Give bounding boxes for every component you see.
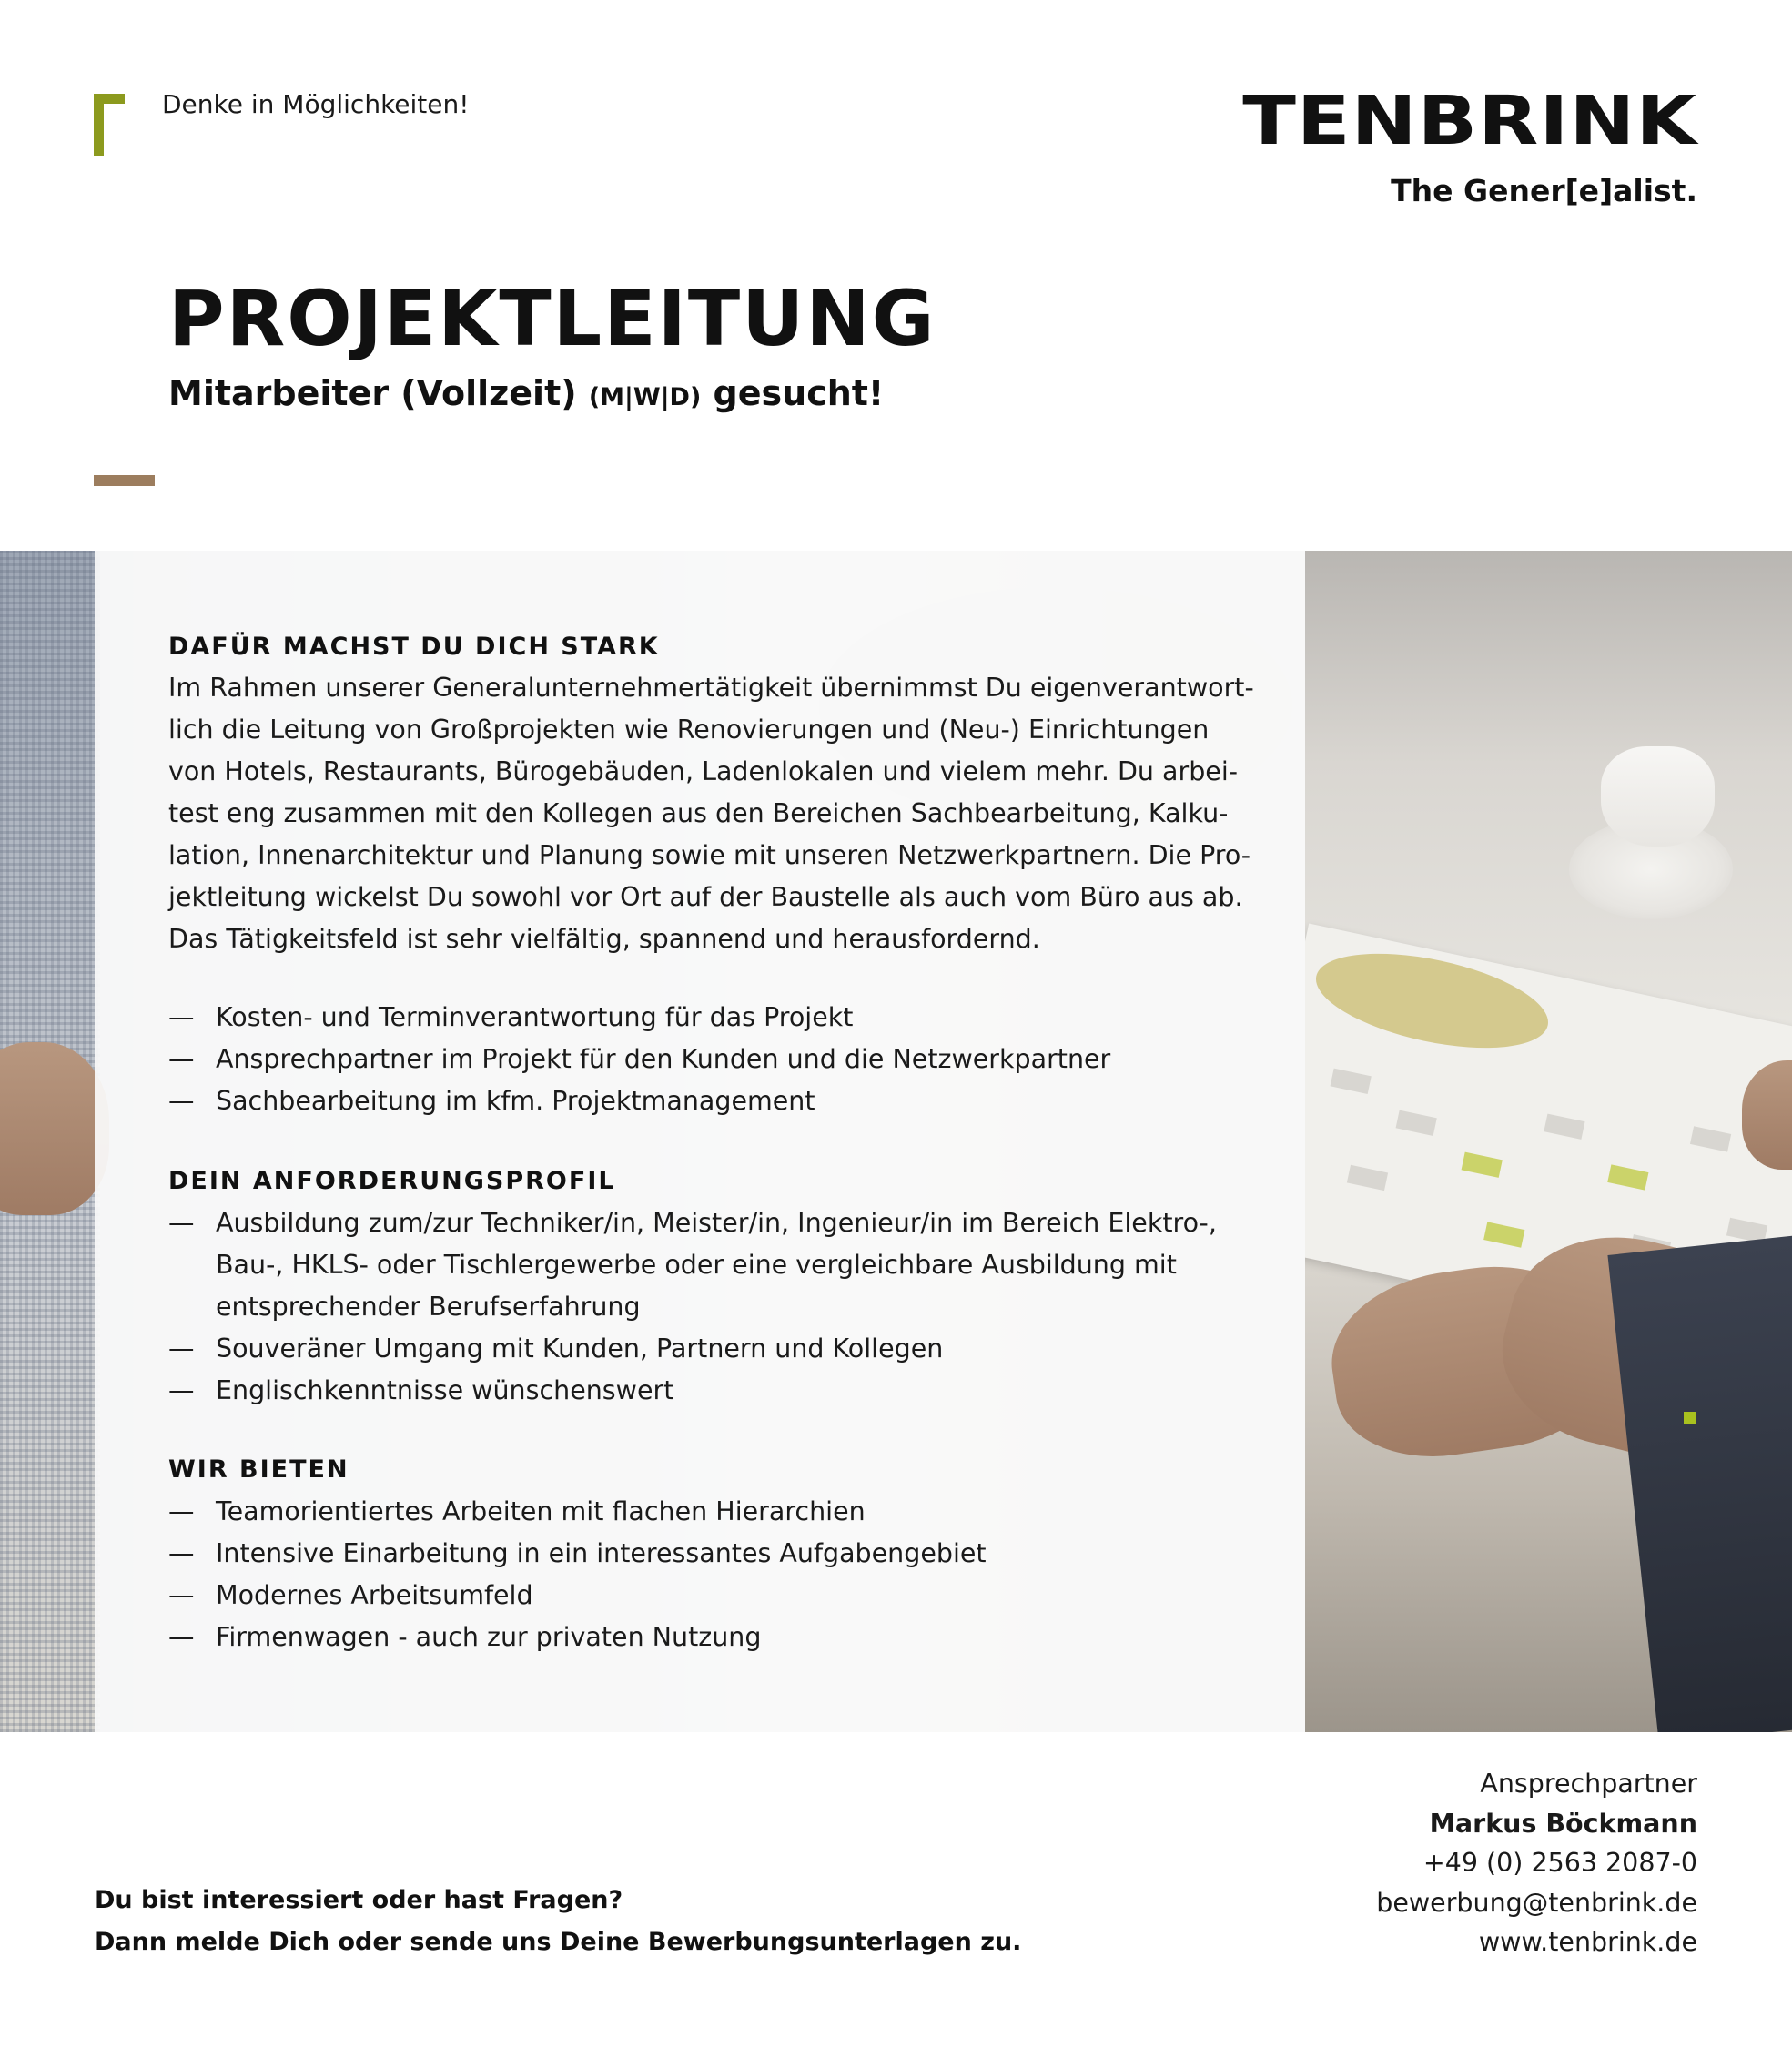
list-item: — Intensive Einarbeitung in ein interessantes Aufgabengebiet — [168, 1538, 987, 1568]
contact-name: Markus Böckmann — [1429, 1808, 1697, 1839]
photo-desk-right — [1305, 551, 1792, 1732]
photo-hand-left — [0, 1042, 109, 1215]
requirements-list — [168, 1202, 1217, 1412]
job-subtitle — [168, 373, 884, 413]
list-item: — Souveräner Umgang mit Kunden, Partnern und Kollegen — [168, 1333, 944, 1364]
photo-sleeve — [1607, 1232, 1792, 1732]
section-heading-tasks: DAFÜR MACHST DU DICH STARK — [168, 633, 660, 661]
corner-bracket-mark — [94, 94, 125, 156]
intro-paragraph: Im Rahmen unserer Generalunternehmertätigkeit übernimmst Du eigenverantwort- lich die Leitung von Großprojekten wie Renovierungen und (Neu-) Einrichtungen von Hotels, Restaurants, Bürogebäuden, Ladenlokalen und vielem mehr. Du arbei- test eng zusammen mit den Kollegen aus den Bereichen Sachbearbeitung, Kalku- lation, Innenarchitektur und Planung sowie mit unseren Netzwerkpartnern. Die Pro- jektleitung wickelst Du sowohl vor Ort auf der Baustelle als auch vom Büro aus ab. Das Tätigkeitsfeld ist sehr vielfältig, spannend und herausfordernd. — [168, 673, 1254, 954]
contact-label: Ansprechpartner — [1480, 1769, 1697, 1799]
tagline: Denke in Möglichkeiten! — [162, 89, 470, 119]
list-item: — Ausbildung zum/zur Techniker/in, Meister/in, Ingenieur/in im Bereich Elektro-, Bau-, HKLS- oder Tischlergewerbe oder eine vergleichbare Ausbildung mit entsprechender Berufserfahrung — [168, 1208, 1217, 1322]
job-subtitle-gender: (M|W|D) — [588, 383, 702, 411]
cta-line-2: Dann melde Dich oder sende uns Deine Bewerbungsunterlagen zu. — [95, 1928, 1022, 1956]
contact-block — [1376, 1764, 1697, 1962]
accent-rule — [94, 475, 155, 486]
section-heading-requirements: DEIN ANFORDERUNGSPROFIL — [168, 1167, 616, 1195]
list-item: — Kosten- und Terminverantwortung für das Projekt — [168, 1002, 854, 1032]
list-item: — Modernes Arbeitsumfeld — [168, 1580, 533, 1610]
brand-logo-block — [1242, 81, 1697, 208]
brand-slogan: The Gener[e]alist. — [1391, 173, 1697, 208]
cta-line-1: Du bist interessiert oder hast Fragen? — [95, 1886, 623, 1914]
photo-cup — [1601, 746, 1715, 847]
contact-email[interactable]: bewerbung@tenbrink.de — [1376, 1887, 1697, 1918]
tasks-list — [168, 997, 1110, 1122]
offer-list — [168, 1491, 987, 1658]
contact-website[interactable]: www.tenbrink.de — [1478, 1927, 1697, 1957]
contact-phone[interactable]: +49 (0) 2563 2087-0 — [1422, 1848, 1697, 1878]
brand-logo: TENBRINK — [1242, 81, 1697, 160]
green-accent-dot — [1684, 1412, 1696, 1424]
list-item: — Firmenwagen - auch zur privaten Nutzung — [168, 1622, 762, 1652]
call-to-action — [95, 1880, 1021, 1963]
list-item: — Englischkenntnisse wünschenswert — [168, 1375, 674, 1405]
job-title: PROJEKTLEITUNG — [168, 274, 936, 363]
list-item: — Ansprechpartner im Projekt für den Kunden und die Netzwerkpartner — [168, 1044, 1111, 1074]
section-heading-offer: WIR BIETEN — [168, 1455, 349, 1484]
list-item: — Teamorientiertes Arbeiten mit flachen Hierarchien — [168, 1496, 866, 1526]
job-subtitle-end: gesucht! — [713, 373, 885, 413]
list-item: — Sachbearbeitung im kfm. Projektmanagement — [168, 1086, 815, 1116]
job-subtitle-main: Mitarbeiter (Vollzeit) — [168, 373, 577, 413]
